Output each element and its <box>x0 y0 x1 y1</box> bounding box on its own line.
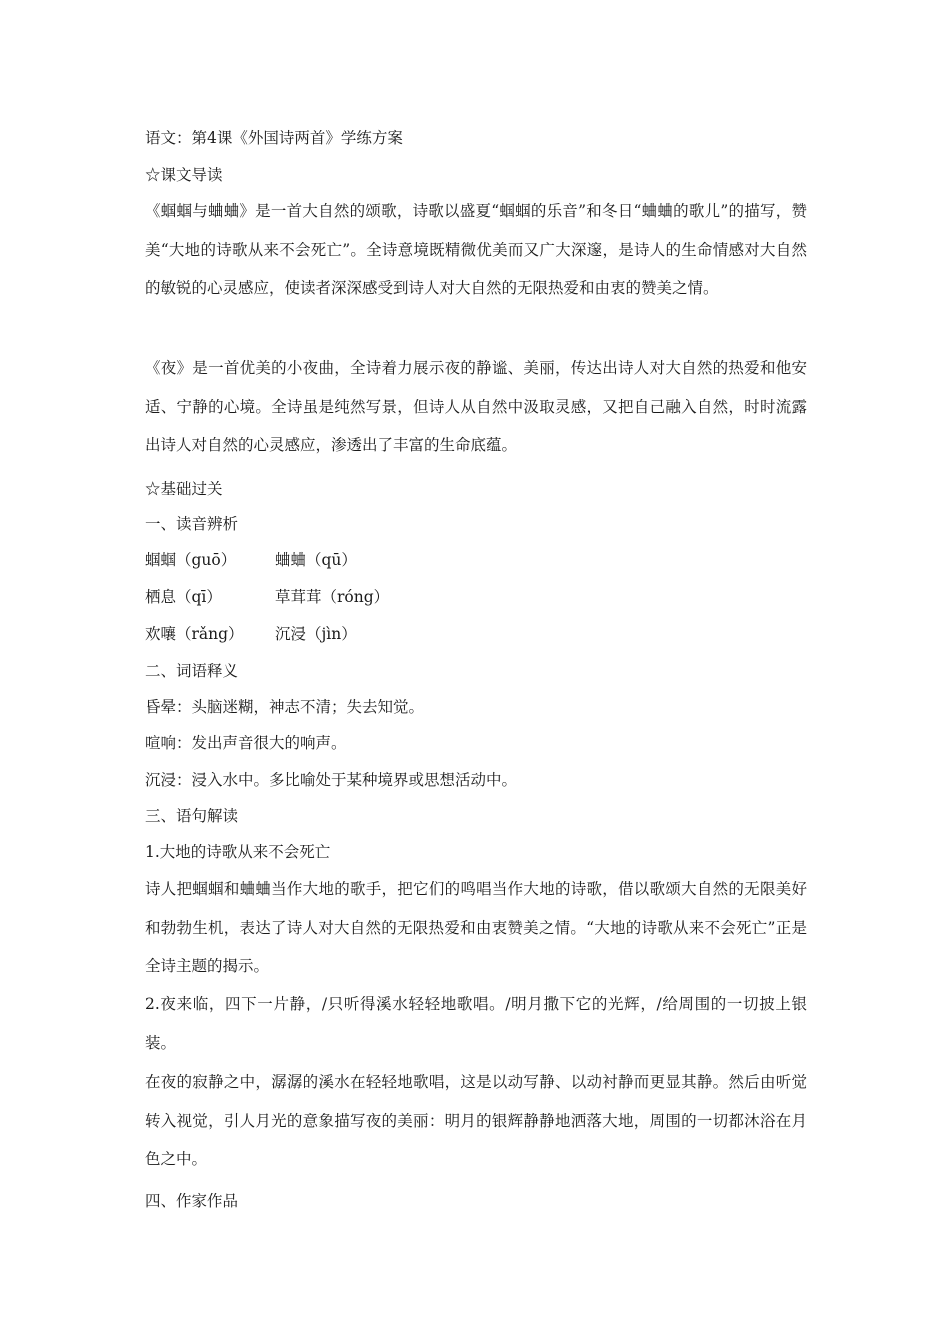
sentence-question-2: 2.夜来临，四下一片静，/只听得溪水轻轻地歌唱。/明月撒下它的光辉，/给周围的一切披上银装。 <box>145 995 807 1052</box>
pronunciation-row <box>145 624 357 644</box>
sentence-answer-1: 诗人把蝈蝈和蛐蛐当作大地的歌手，把它们的鸣唱当作大地的诗歌，借以歌颂大自然的无限美好和勃勃生机，表达了诗人对大自然的无限热爱和由衷赞美之情。“大地的诗歌从来不会死亡”正是全诗主题的揭示。 <box>145 880 807 975</box>
subheading-definitions: 二、词语释义 <box>145 662 239 680</box>
document-title: 语文：第4课《外国诗两首》学练方案 <box>145 129 403 147</box>
sentence-question-1: 1.大地的诗歌从来不会死亡 <box>145 843 331 861</box>
section-heading-basic: ☆基础过关 <box>145 480 223 498</box>
definition-item: 喧响：发出声音很大的响声。 <box>145 734 347 752</box>
subheading-pronunciation: 一、读音辨析 <box>145 515 239 533</box>
subheading-authors: 四、作家作品 <box>145 1192 239 1210</box>
definition-item: 沉浸：浸入水中。多比喻处于某种境界或思想活动中。 <box>145 771 518 789</box>
pronunciation-item: 蛐蛐（qū） <box>275 551 357 569</box>
pronunciation-item: 栖息（qī） <box>145 588 222 606</box>
section-heading-guide: ☆课文导读 <box>145 166 223 184</box>
pronunciation-row <box>145 587 389 607</box>
pronunciation-item: 沉浸（jìn） <box>275 625 357 643</box>
subheading-sentences: 三、语句解读 <box>145 807 239 825</box>
sentence-answer-2: 在夜的寂静之中，潺潺的溪水在轻轻地歌唱，这是以动写静、以动衬静而更显其静。然后由听觉转入视觉，引人月光的意象描写夜的美丽：明月的银辉静静地洒落大地，周围的一切都沐浴在月色之中。 <box>145 1073 807 1168</box>
definition-item: 昏晕：头脑迷糊，神志不清；失去知觉。 <box>145 698 425 716</box>
guide-paragraph-2: 《夜》是一首优美的小夜曲，全诗着力展示夜的静谧、美丽，传达出诗人对大自然的热爱和他安适、宁静的心境。全诗虽是纯然写景，但诗人从自然中汲取灵感，又把自己融入自然，时时流露出诗人对自然的心灵感应，渗透出了丰富的生命底蕴。 <box>145 359 807 454</box>
guide-paragraph-1: 《蝈蝈与蛐蛐》是一首大自然的颂歌，诗歌以盛夏“蝈蝈的乐音”和冬日“蛐蛐的歌儿”的描写，赞美“大地的诗歌从来不会死亡”。全诗意境既精微优美而又广大深邃，是诗人的生命情感对大自然的敏锐的心灵感应，使读者深深感受到诗人对大自然的无限热爱和由衷的赞美之情。 <box>145 202 807 297</box>
pronunciation-item: 草茸茸（róng） <box>275 588 390 606</box>
pronunciation-item: 欢嚷（rǎng） <box>145 625 244 643</box>
pronunciation-item: 蝈蝈（guō） <box>145 551 237 569</box>
pronunciation-row <box>145 550 357 570</box>
